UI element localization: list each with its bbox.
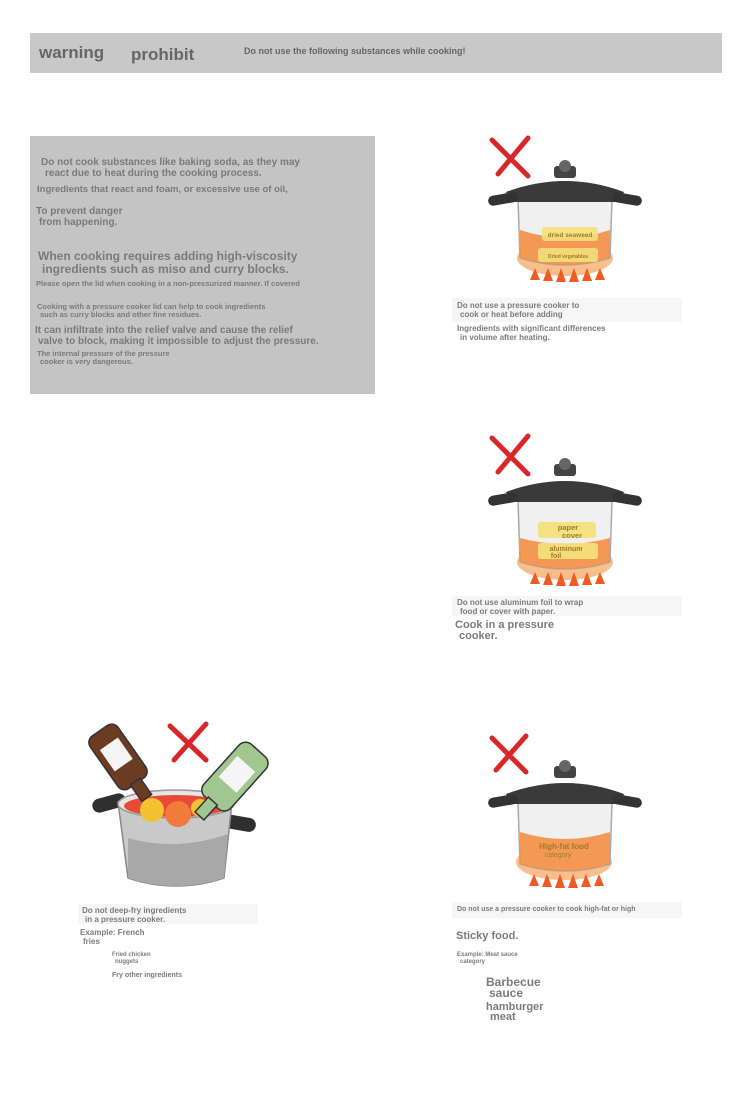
- pressure-cooker-foil-illustration: [480, 428, 650, 593]
- label-high-fat-food: High-fat food: [539, 842, 589, 851]
- header-notice: Do not use the following substances while cooking!: [244, 46, 466, 56]
- panel-line: such as curry blocks and other fine residues.: [40, 309, 202, 319]
- item2-caption-1: [457, 599, 583, 617]
- item4-hamburger-meat: [486, 1002, 543, 1023]
- panel-text-7: [35, 326, 319, 347]
- item4-caption-1: Do not use a pressure cooker to cook high-fat or high: [457, 906, 636, 913]
- item3-other: Fry other ingredients: [112, 972, 183, 979]
- caption-line: cooker.: [459, 630, 498, 642]
- panel-line: ingredients such as miso and curry blocks.: [42, 261, 289, 276]
- panel-text-6: [37, 303, 265, 319]
- item3-caption-1: [82, 907, 186, 925]
- caption-line: meat: [490, 1011, 516, 1024]
- caption-line: in volume after heating.: [460, 332, 550, 342]
- caption-line: in a pressure cooker.: [85, 914, 166, 924]
- pressure-cooker-high-fat-illustration: [478, 728, 650, 896]
- pressure-cooker-dried-food-illustration: [480, 130, 650, 290]
- caption-line: cook or heat before adding: [460, 309, 563, 319]
- label-dried-seaweed: dried seaweed: [547, 232, 593, 239]
- red-cross-icon: [492, 736, 526, 772]
- item4-caption-2: Sticky food.: [456, 930, 519, 942]
- panel-text-2: Ingredients that react and foam, or excessive use of oil,: [37, 184, 288, 195]
- panel-line: The internal pressure of the pressure: [37, 349, 170, 358]
- caption-line: Example: French: [80, 928, 145, 937]
- panel-text-1: [41, 158, 300, 179]
- caption-line: Ingredients with significant differences: [457, 324, 606, 333]
- red-cross-icon: [492, 436, 528, 474]
- panel-text-8: [37, 350, 170, 366]
- label-foil: foil: [550, 553, 562, 560]
- label-category: category: [544, 852, 572, 859]
- item4-example: [457, 952, 518, 965]
- caption-line: Barbecue: [486, 975, 541, 989]
- caption-line: sauce: [489, 986, 524, 1001]
- info-panel: [30, 136, 375, 394]
- red-cross-icon: [492, 138, 528, 176]
- caption-line: Do not deep-fry ingredients: [82, 906, 187, 915]
- pressure-cooker-icon: [487, 160, 642, 265]
- panel-line: cooker is very dangerous.: [40, 356, 133, 366]
- item4-barbecue-sauce: [486, 977, 541, 1000]
- warning-header-bar: [30, 33, 722, 73]
- panel-line: To prevent danger: [36, 206, 123, 217]
- item3-fried-chicken: [112, 952, 151, 965]
- item2-caption-2: [455, 620, 554, 642]
- panel-line: react due to heat during the cooking process.: [45, 167, 262, 179]
- soy-sauce-bottle-icon: [86, 721, 161, 808]
- panel-line: from happening.: [39, 216, 118, 228]
- panel-text-3: [36, 207, 123, 228]
- caption-line: nuggets: [115, 958, 139, 965]
- caption-line: Example: Meat sauce: [457, 952, 518, 958]
- label-paper: paper: [557, 523, 579, 532]
- item1-caption-1: [457, 302, 579, 320]
- panel-text-5: Please open the lid when cooking in a non-pressurized manner. If covered: [36, 279, 300, 288]
- panel-line: Cooking with a pressure cooker lid can help to cook ingredients: [37, 302, 266, 311]
- caption-line: Do not use a pressure cooker to: [457, 301, 580, 310]
- header-prohibit: prohibit: [131, 45, 195, 64]
- panel-line: Do not cook substances like baking soda, as they may: [41, 157, 300, 168]
- caption-line: Fried chicken: [112, 952, 151, 958]
- header-warning: warning: [39, 43, 105, 62]
- panel-line: When cooking requires adding high-viscosity: [38, 249, 298, 263]
- caption-line: Cook in a pressure: [455, 619, 555, 631]
- caption-line: fries: [83, 936, 100, 946]
- caption-line: hamburger: [486, 1001, 544, 1013]
- item1-caption-2: [457, 325, 605, 343]
- caption-line: food or cover with paper.: [460, 606, 556, 616]
- panel-line: It can infiltrate into the relief valve and cause the relief: [35, 325, 293, 336]
- red-cross-icon: [170, 724, 206, 760]
- label-cover: cover: [561, 531, 583, 540]
- label-dried-vegetables: Dried vegetables: [547, 254, 589, 260]
- caption-line: Do not use aluminum foil to wrap: [457, 598, 584, 607]
- label-aluminum: aluminum: [549, 546, 583, 553]
- item3-example: [80, 929, 144, 947]
- caption-line: category: [460, 958, 486, 965]
- deep-fry-pot-illustration: [80, 718, 275, 896]
- panel-line: valve to block, making it impossible to adjust the pressure.: [38, 335, 319, 347]
- panel-text-4: [38, 250, 297, 275]
